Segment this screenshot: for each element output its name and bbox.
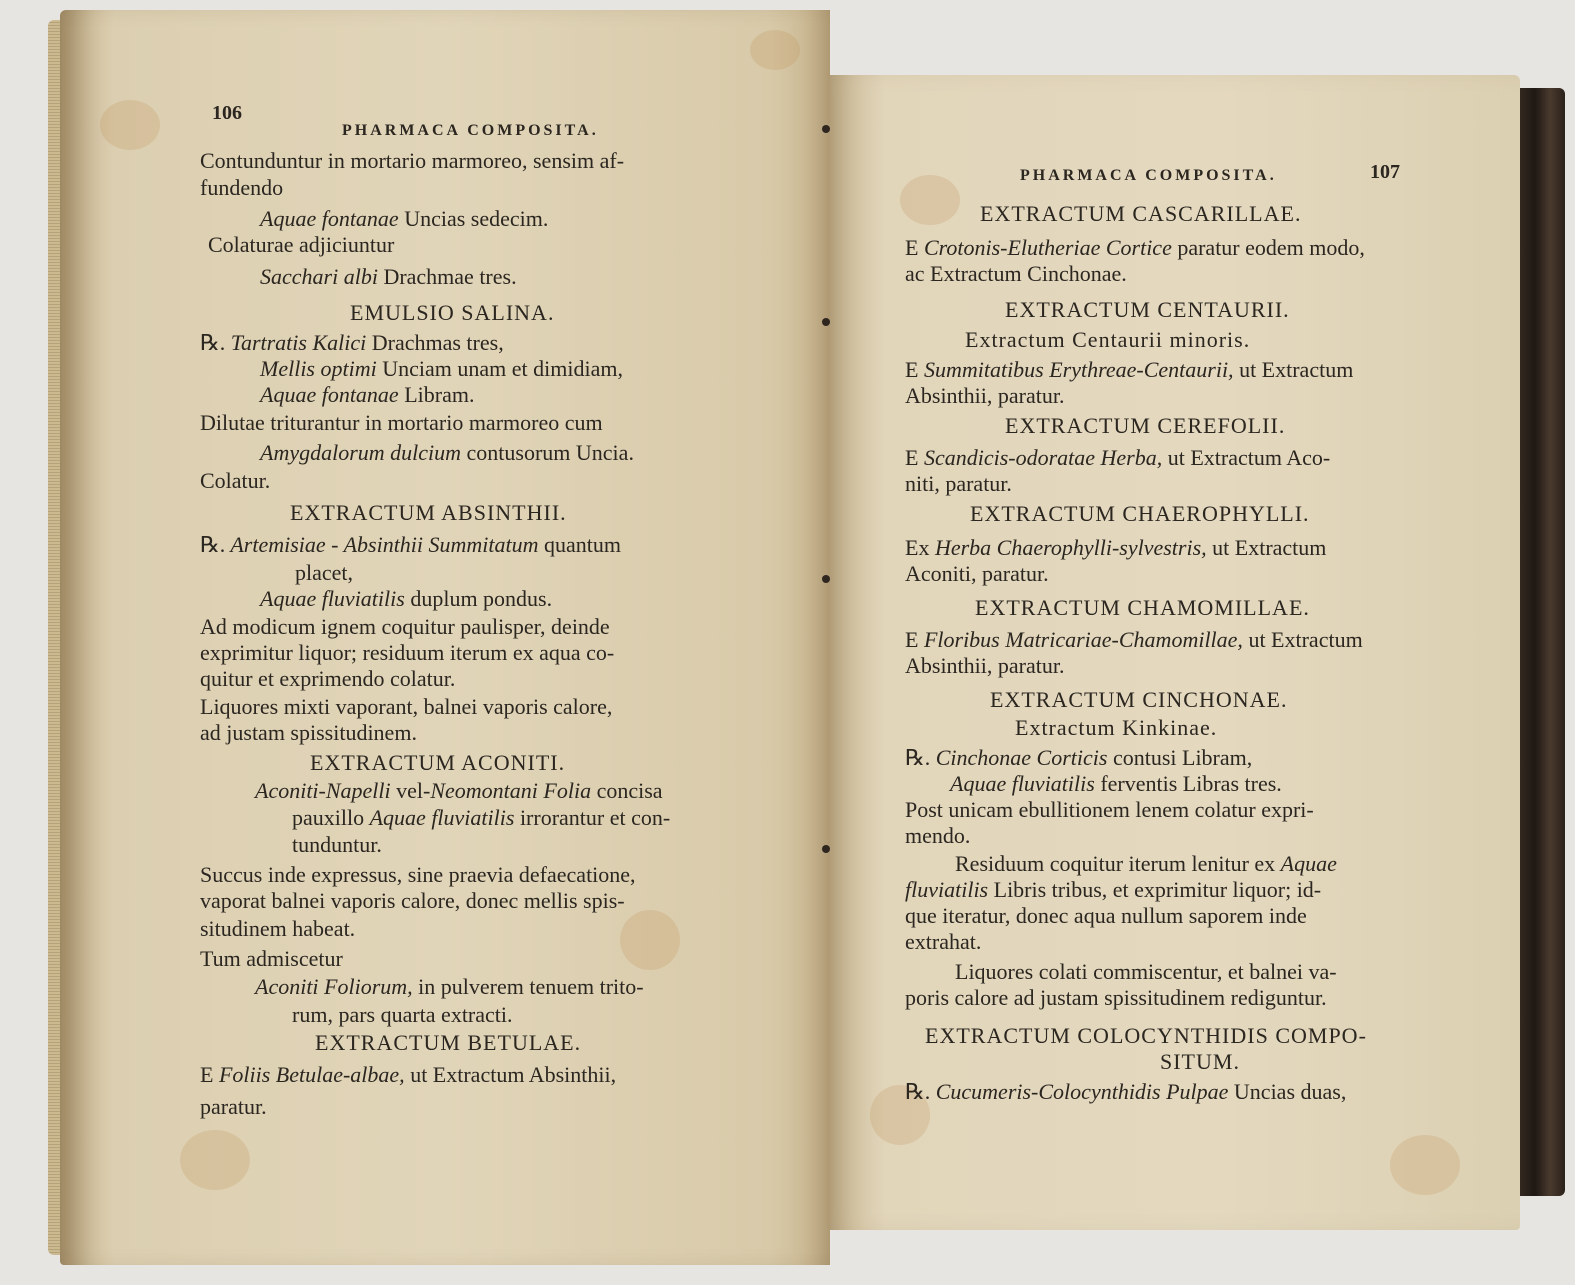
right-page [830,75,1520,1230]
text-line: extrahat. [905,929,982,954]
section-heading: EXTRACTUM CHAMOMILLAE. [975,595,1310,620]
text-span: ut Extractum Absinthii, [404,1062,617,1087]
text-span: ut Extractum Aco- [1162,445,1331,470]
recipe-symbol: ℞. [905,1079,931,1104]
text-span: concisa [591,778,663,803]
text-line [260,206,548,232]
italic-term: Aquae [1280,851,1337,876]
section-heading: EXTRACTUM CASCARILLAE. [980,201,1302,226]
italic-term: Cucumeris-Colocynthidis Pulpae [930,1079,1229,1104]
text-line: vaporat balnei vaporis calore, donec mellis spis- [200,888,625,913]
text-line: exprimitur liquor; residuum iterum ex aqua co- [200,640,615,665]
text-span: paratur eodem modo, [1171,235,1365,260]
book-cover-edge [1515,88,1565,1196]
section-heading: EXTRACTUM ACONITI. [310,750,566,775]
text-line [905,445,1330,471]
italic-term: Aquae fluviatilis [950,771,1095,796]
text-span: contusi Libram, [1107,745,1253,770]
text-line: Post unicam ebullitionem lenem colatur expri- [905,797,1314,822]
page-number: 106 [212,102,242,124]
text-line: niti, paratur. [905,471,1012,496]
text-line [905,357,1353,383]
italic-term: Herba Chaerophylli-sylvestris, [934,535,1207,560]
italic-term: Mellis optimi [260,356,377,381]
italic-term: Summitatibus Erythreae-Centaurii, [923,357,1234,382]
italic-term: Cinchonae Corticis [930,745,1108,770]
text-line [260,586,552,612]
text-span: Unciam unam et dimidiam, [376,356,623,381]
text-line: ad justam spissitudinem. [200,720,417,745]
text-line [905,1079,1346,1105]
section-heading: EXTRACTUM CHAEROPHYLLI. [970,501,1310,526]
binding-hole [822,125,830,133]
text-span: E [905,627,924,652]
italic-term: Aconiti Foliorum, [255,974,413,999]
section-heading: EXTRACTUM CINCHONAE. [990,687,1288,712]
text-line: tunduntur. [292,832,382,857]
italic-term: Amygdalorum dulcium [260,440,462,465]
section-heading: EXTRACTUM BETULAE. [315,1030,582,1055]
text-span: Ex [905,535,935,560]
text-line: que iteratur, donec aqua nullum saporem inde [905,903,1307,928]
text-line: Colaturae adjiciuntur [208,232,395,257]
text-span: Drachmae tres. [377,264,517,289]
italic-term: Aquae fontanae [260,382,399,407]
text-span: quantum [538,532,622,557]
section-subheading: Extractum Kinkinae. [1015,715,1218,740]
binding-hole [822,318,830,326]
italic-term: Sacchari albi [260,264,378,289]
text-line: Liquores colati commiscentur, et balnei va- [955,959,1337,984]
text-line: Aconiti, paratur. [905,561,1049,586]
text-span: Uncias duas, [1228,1079,1347,1104]
italic-term: Scandicis-odoratae Herba, [923,445,1163,470]
text-line: situdinem habeat. [200,916,356,941]
section-heading: EXTRACTUM CENTAURII. [1005,297,1290,322]
italic-term: Neomontani Folia [430,778,592,803]
text-line: Colatur. [200,468,271,493]
text-line [292,805,670,831]
italic-term: Artemisiae - Absinthii Summitatum [225,532,539,557]
text-line: fundendo [200,175,284,200]
text-span: duplum pondus. [404,586,553,611]
text-line [260,356,623,382]
text-line [905,877,1321,903]
text-line: rum, pars quarta extracti. [292,1002,513,1027]
text-line [255,974,644,1000]
recipe-symbol: ℞. [200,532,226,557]
text-span: Drachmas tres, [366,330,504,355]
text-span: Residuum coquitur iterum lenitur ex [955,851,1281,876]
text-line: poris calore ad justam spissitudinem rediguntur. [905,985,1327,1010]
text-line [950,771,1282,797]
text-line [260,382,474,408]
text-span: E [200,1062,219,1087]
italic-term: Crotonis-Elutheriae Cortice [923,235,1172,260]
text-span: E [905,235,924,260]
italic-term: fluviatilis [905,877,989,902]
text-line [200,330,504,356]
text-line: Tum admiscetur [200,946,343,971]
text-span: E [905,357,924,382]
text-line: Contunduntur in mortario marmoreo, sensim af- [200,148,625,173]
text-span: Libris tribus, et exprimitur liquor; id- [988,877,1322,902]
text-line [260,264,517,290]
italic-term: Floribus Matricariae-Chamomillae, [923,627,1243,652]
italic-term: Aquae fluviatilis [369,805,515,830]
text-line [260,440,634,466]
text-line: Liquores mixti vaporant, balnei vaporis calore, [200,694,613,719]
text-span: E [905,445,924,470]
text-span: ut Extractum [1206,535,1327,560]
recipe-symbol: ℞. [905,745,931,770]
italic-term: Aquae fontanae [260,206,399,231]
text-line [200,1062,616,1088]
section-heading: EXTRACTUM COLOCYNTHIDIS COMPO- [925,1023,1367,1048]
italic-term: Aquae fluviatilis [260,586,405,611]
text-line: quitur et exprimendo colatur. [200,666,456,691]
section-heading: SITUM. [1160,1049,1240,1074]
text-line: Ad modicum ignem coquitur paulisper, deinde [200,614,610,639]
italic-term: Tartratis Kalici [225,330,367,355]
text-line: mendo. [905,823,971,848]
running-head: PHARMACA COMPOSITA. [342,122,599,139]
text-line [955,851,1337,877]
text-line: paratur. [200,1094,267,1119]
text-line [905,535,1326,561]
text-line [905,627,1363,653]
text-line: Dilutae triturantur in mortario marmoreo cum [200,410,603,435]
text-span: ut Extractum [1242,627,1363,652]
text-line: Absinthii, paratur. [905,383,1065,408]
text-line: ac Extractum Cinchonae. [905,261,1127,286]
binding-hole [822,575,830,583]
page-number: 107 [1370,161,1400,183]
text-span: contusorum Uncia. [461,440,634,465]
text-line [905,745,1252,771]
text-line: Absinthii, paratur. [905,653,1065,678]
binding-hole [822,845,830,853]
text-span: ut Extractum [1233,357,1354,382]
text-line: placet, [295,560,354,585]
text-span: Uncias sedecim. [398,206,549,231]
text-span: pauxillo [292,805,370,830]
italic-term: Foliis Betulae-albae, [218,1062,405,1087]
recipe-symbol: ℞. [200,330,226,355]
section-subheading: Extractum Centaurii minoris. [965,327,1251,352]
text-line [905,235,1365,261]
section-heading: EXTRACTUM CEREFOLII. [1005,413,1286,438]
running-head: PHARMACA COMPOSITA. [1020,167,1277,184]
text-span: Libram. [398,382,475,407]
section-heading: EXTRACTUM ABSINTHII. [290,500,567,525]
text-span: ferventis Libras tres. [1094,771,1282,796]
text-line [255,778,663,804]
text-line [200,532,621,558]
text-span: vel- [390,778,431,803]
italic-term: Aconiti-Napelli [255,778,391,803]
section-heading: EMULSIO SALINA. [350,300,555,325]
text-span: irrorantur et con- [514,805,671,830]
text-line: Succus inde expressus, sine praevia defaecatione, [200,862,636,887]
left-page [60,10,830,1265]
text-span: in pulverem tenuem trito- [412,974,644,999]
